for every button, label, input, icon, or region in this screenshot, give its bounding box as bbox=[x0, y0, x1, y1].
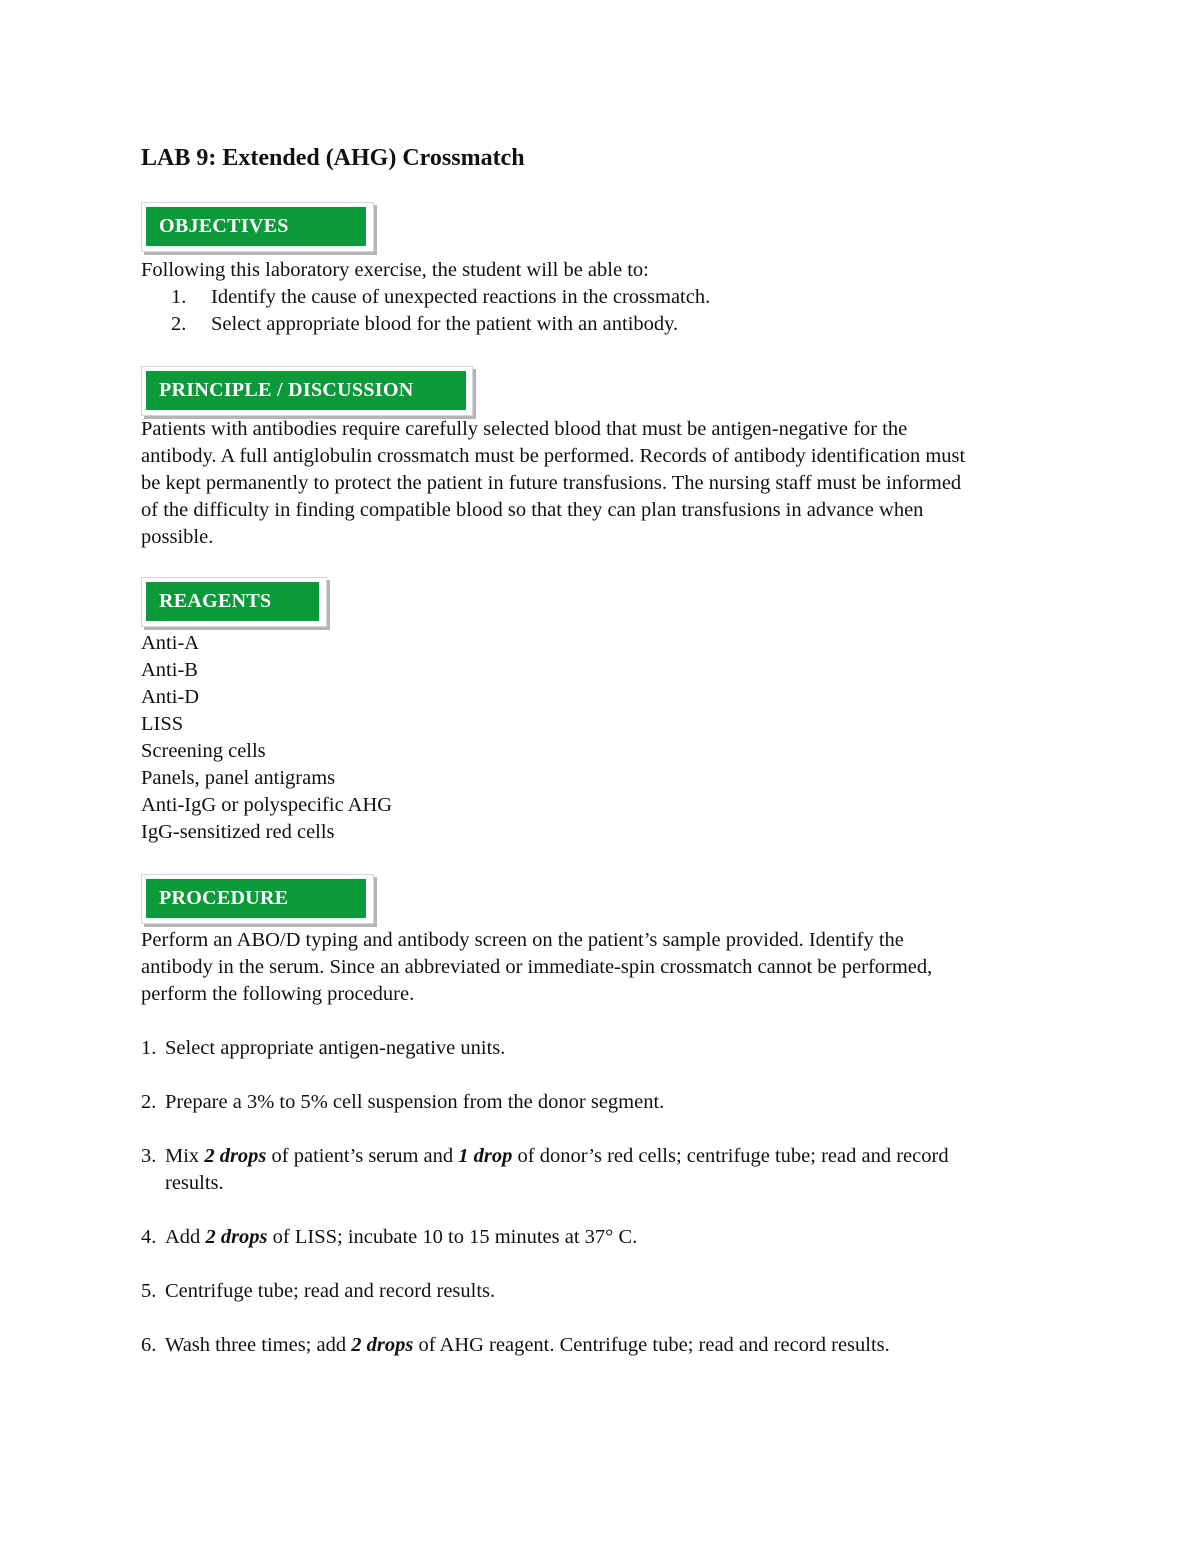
text-line: possible. bbox=[141, 526, 214, 548]
list-number: 1. bbox=[171, 286, 187, 308]
principle-text bbox=[141, 416, 1101, 551]
procedure-header bbox=[141, 874, 1101, 926]
step-text-part: Wash three times; add bbox=[165, 1334, 352, 1356]
procedure-intro bbox=[141, 927, 1101, 1008]
step-number: 6. bbox=[141, 1334, 157, 1356]
step-text bbox=[165, 1143, 1101, 1197]
objectives-intro: Following this laboratory exercise, the student will be able to: bbox=[141, 259, 649, 281]
reagent-item: Anti-A bbox=[141, 632, 200, 654]
procedure-step bbox=[141, 1332, 1101, 1359]
reagent-item: Anti-B bbox=[141, 659, 198, 681]
principle-header-label: PRINCIPLE / DISCUSSION bbox=[146, 371, 466, 410]
list-item bbox=[171, 311, 1101, 338]
reagents-list bbox=[141, 630, 1101, 846]
text-line: be kept permanently to protect the patient in future transfusions. The nursing staff must be informed bbox=[141, 472, 962, 494]
list-number: 2. bbox=[171, 313, 187, 335]
procedure-header-label: PROCEDURE bbox=[146, 879, 366, 918]
principle-header bbox=[141, 366, 1101, 418]
procedure-step bbox=[141, 1089, 1101, 1116]
step-number: 3. bbox=[141, 1145, 157, 1167]
reagent-item: IgG-sensitized red cells bbox=[141, 821, 335, 843]
list-item bbox=[171, 284, 1101, 311]
reagents-header-frame bbox=[141, 577, 327, 627]
step-text: Select appropriate antigen-negative units. bbox=[165, 1037, 506, 1059]
procedure-step bbox=[141, 1035, 1101, 1062]
step-number: 5. bbox=[141, 1280, 157, 1302]
procedure-step bbox=[141, 1278, 1101, 1305]
objectives-list bbox=[141, 284, 1101, 338]
step-text-part: of donor’s red cells; centrifuge tube; read and record bbox=[512, 1145, 949, 1167]
step-text-part: of LISS; incubate 10 to 15 minutes at 37° C. bbox=[267, 1226, 638, 1248]
objectives-header-label: OBJECTIVES bbox=[146, 207, 366, 246]
objectives-header bbox=[141, 202, 1101, 254]
procedure-step bbox=[141, 1224, 1101, 1251]
list-text: Select appropriate blood for the patient with an antibody. bbox=[211, 313, 679, 335]
step-text: Centrifuge tube; read and record results. bbox=[165, 1280, 496, 1302]
procedure-header-frame bbox=[141, 874, 374, 924]
list-text: Identify the cause of unexpected reactions in the crossmatch. bbox=[211, 286, 711, 308]
step-number: 4. bbox=[141, 1226, 157, 1248]
step-text bbox=[165, 1332, 1101, 1359]
procedure-step bbox=[141, 1143, 1101, 1197]
reagent-item: Screening cells bbox=[141, 740, 266, 762]
text-line: perform the following procedure. bbox=[141, 983, 415, 1005]
text-line: Perform an ABO/D typing and antibody screen on the patient’s sample provided. Identify the bbox=[141, 929, 904, 951]
step-text-part: Mix bbox=[165, 1145, 205, 1167]
step-text-part: of AHG reagent. Centrifuge tube; read and record results. bbox=[413, 1334, 890, 1356]
reagent-item: LISS bbox=[141, 713, 184, 735]
reagent-item: Anti-IgG or polyspecific AHG bbox=[141, 794, 393, 816]
step-text: Prepare a 3% to 5% cell suspension from the donor segment. bbox=[165, 1091, 665, 1113]
page-title: LAB 9: Extended (AHG) Crossmatch bbox=[141, 145, 525, 171]
text-line: Patients with antibodies require carefully selected blood that must be antigen-negative for the bbox=[141, 418, 908, 440]
text-line: of the difficulty in finding compatible blood so that they can plan transfusions in advance when bbox=[141, 499, 924, 521]
principle-header-frame bbox=[141, 366, 473, 416]
step-text-part: of patient’s serum and bbox=[266, 1145, 459, 1167]
drop-amount: 1 drop bbox=[458, 1145, 513, 1167]
step-text-part: results. bbox=[165, 1172, 224, 1194]
step-number: 1. bbox=[141, 1037, 157, 1059]
step-text-part: Add bbox=[165, 1226, 206, 1248]
drop-amount: 2 drops bbox=[204, 1145, 267, 1167]
step-text bbox=[165, 1224, 1101, 1251]
text-line: antibody. A full antiglobulin crossmatch must be performed. Records of antibody identification must bbox=[141, 445, 966, 467]
reagent-item: Anti-D bbox=[141, 686, 200, 708]
text-line: antibody in the serum. Since an abbreviated or immediate-spin crossmatch cannot be performed, bbox=[141, 956, 933, 978]
procedure-steps bbox=[141, 1035, 1101, 1359]
step-number: 2. bbox=[141, 1091, 157, 1113]
drop-amount: 2 drops bbox=[205, 1226, 268, 1248]
objectives-header-frame bbox=[141, 202, 374, 252]
reagent-item: Panels, panel antigrams bbox=[141, 767, 336, 789]
reagents-header-label: REAGENTS bbox=[146, 582, 319, 621]
document-content bbox=[141, 142, 1101, 1386]
drop-amount: 2 drops bbox=[351, 1334, 414, 1356]
reagents-header bbox=[141, 577, 1101, 629]
